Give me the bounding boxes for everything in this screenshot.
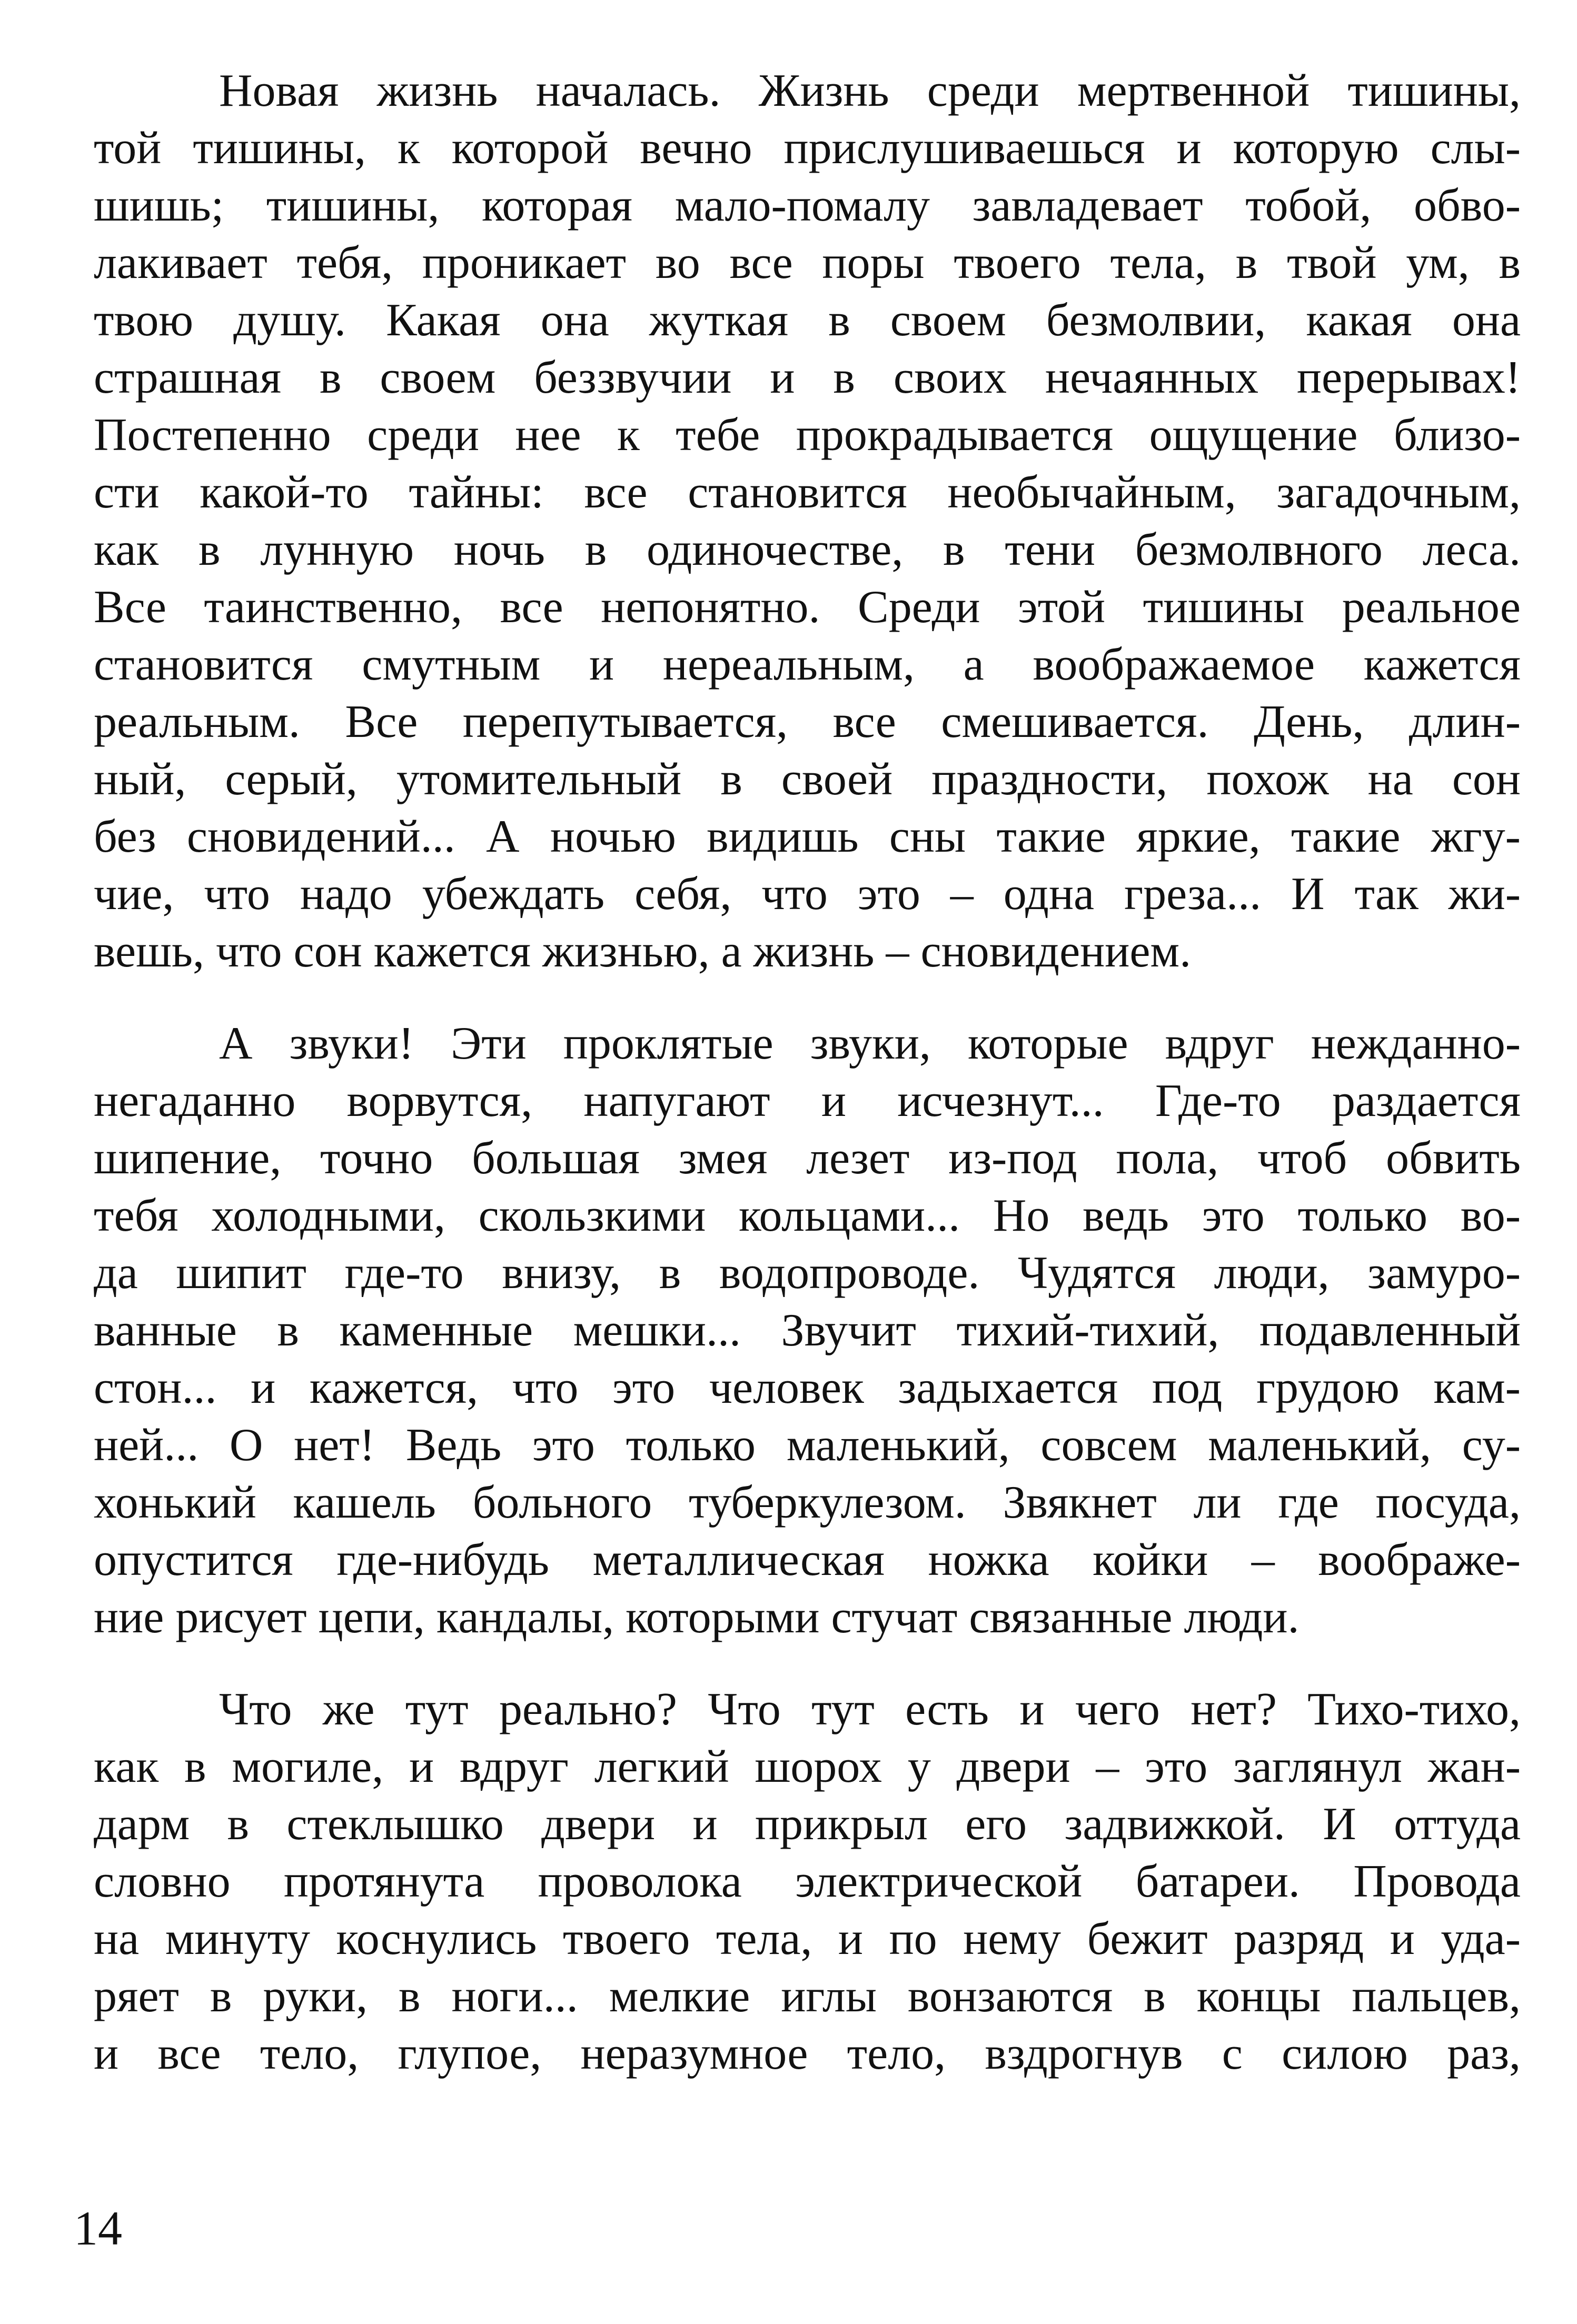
text-line: становится смутным и нереальным, а воображаемое кажется	[94, 639, 1521, 690]
paragraph-3	[94, 1681, 1521, 2082]
text-line: Что же тут реально? Что тут есть и чего нет? Тихо-тихо,	[219, 1684, 1521, 1735]
text-line: как в могиле, и вдруг легкий шорох у двери – это заглянул жан-	[94, 1741, 1521, 1792]
text-line: А звуки! Эти проклятые звуки, которые вдруг нежданно-	[219, 1018, 1521, 1069]
text-line: страшная в своем беззвучии и в своих нечаянных перерывах!	[94, 352, 1521, 403]
text-line: ванные в каменные мешки... Звучит тихий-тихий, подавленный	[94, 1305, 1521, 1356]
text-line: негаданно ворвутся, напугают и исчезнут... Где-то раздается	[94, 1075, 1521, 1126]
page-number: 14	[74, 2201, 122, 2255]
text-line: шишь; тишины, которая мало-помалу завладевает тобой, обво-	[94, 180, 1521, 231]
body-text	[94, 62, 1521, 2082]
text-line: и все тело, глупое, неразумное тело, вздрогнув с силою раз,	[94, 2028, 1521, 2079]
text-line: хонький кашель больного туберкулезом. Звякнет ли где посуда,	[94, 1477, 1521, 1528]
paragraph-2	[94, 1015, 1521, 1646]
text-line: стон... и кажется, что это человек задыхается под грудою кам-	[94, 1362, 1521, 1413]
text-line: дарм в стеклышко двери и прикрыл его задвижкой. И оттуда	[94, 1799, 1521, 1850]
text-line: да шипит где-то внизу, в водопроводе. Чудятся люди, замуро-	[94, 1248, 1521, 1299]
text-line: той тишины, к которой вечно прислушиваешься и которую слы-	[94, 123, 1521, 174]
text-line: на минуту коснулись твоего тела, и по нему бежит разряд и уда-	[94, 1913, 1521, 1964]
text-line: твою душу. Какая она жуткая в своем безмолвии, какая она	[94, 295, 1521, 346]
text-line: Постепенно среди нее к тебе прокрадывается ощущение близо-	[94, 410, 1521, 461]
text-line: реальным. Все перепутывается, все смешивается. День, длин-	[94, 696, 1521, 747]
text-line: Все таинственно, все непонятно. Среди этой тишины реальное	[94, 582, 1521, 633]
text-line: как в лунную ночь в одиночестве, в тени безмолвного леса.	[94, 524, 1521, 575]
text-line: тебя холодными, скользкими кольцами... Но ведь это только во-	[94, 1190, 1521, 1241]
text-line: опустится где-нибудь металлическая ножка койки – воображе-	[94, 1534, 1521, 1585]
text-line: ряет в руки, в ноги... мелкие иглы вонзаются в концы пальцев,	[94, 1971, 1521, 2022]
text-line: Новая жизнь началась. Жизнь среди мертвенной тишины,	[219, 65, 1521, 116]
text-line: ние рисует цепи, кандалы, которыми стучат связанные люди.	[94, 1592, 1300, 1643]
text-line: словно протянута проволока электрической батареи. Провода	[94, 1856, 1521, 1907]
text-line: вешь, что сон кажется жизнью, а жизнь – сновидением.	[94, 926, 1192, 977]
text-line: чие, что надо убеждать себя, что это – одна греза... И так жи-	[94, 869, 1521, 920]
text-line: сти какой-то тайны: все становится необычайным, загадочным,	[94, 467, 1521, 518]
text-line: ней... О нет! Ведь это только маленький, совсем маленький, су-	[94, 1420, 1521, 1471]
text-line: лакивает тебя, проникает во все поры твоего тела, в твой ум, в	[94, 237, 1521, 288]
text-line: без сновидений... А ночью видишь сны такие яркие, такие жгу-	[94, 811, 1521, 862]
paragraph-1	[94, 62, 1521, 980]
text-line: ный, серый, утомительный в своей праздности, похож на сон	[94, 754, 1521, 805]
text-line: шипение, точно большая змея лезет из-под пола, чтоб обвить	[94, 1133, 1521, 1184]
